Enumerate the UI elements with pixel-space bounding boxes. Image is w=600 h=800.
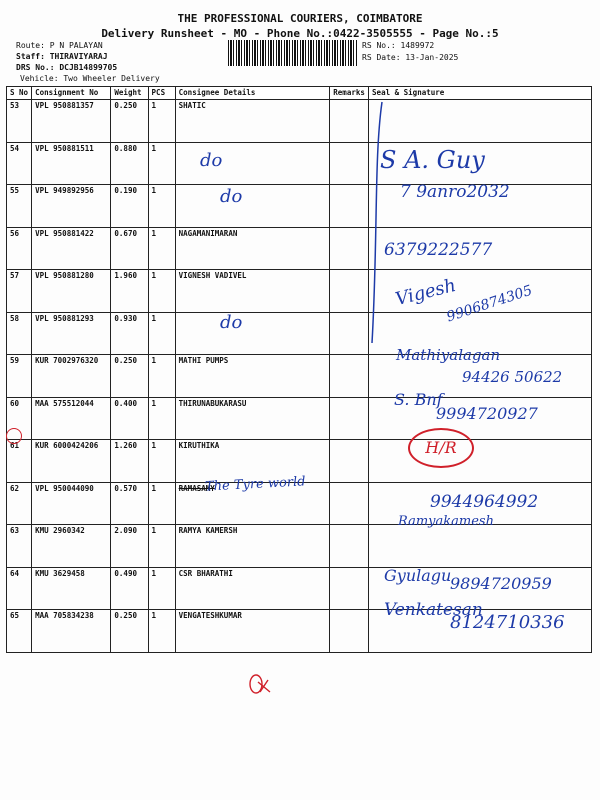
cell-sno: 62	[7, 482, 32, 525]
cell-consignment: MAA 705834238	[32, 610, 111, 653]
rs-number: RS No.: 1489972	[362, 41, 435, 50]
col-weight: Weight	[111, 87, 148, 100]
table-row	[7, 525, 592, 568]
red-stamp: H/R	[408, 428, 474, 468]
cell-pcs: 1	[148, 567, 175, 610]
cell-weight: 0.250	[111, 610, 148, 653]
cell-sno: 65	[7, 610, 32, 653]
table-row	[7, 312, 592, 355]
cell-pcs: 1	[148, 610, 175, 653]
cell-seal	[369, 525, 592, 568]
cell-pcs: 1	[148, 525, 175, 568]
cell-consignment: KUR 6000424206	[32, 440, 111, 483]
cell-consignment: VPL 950881357	[32, 100, 111, 143]
handwritten-phone: 8124710336	[450, 612, 565, 633]
cell-sno: 53	[7, 100, 32, 143]
cell-pcs: 1	[148, 440, 175, 483]
table-row	[7, 227, 592, 270]
cell-weight: 0.190	[111, 185, 148, 228]
cell-remarks	[330, 355, 369, 398]
table-row	[7, 142, 592, 185]
cell-remarks	[330, 142, 369, 185]
cell-consignee: VIGNESH VADIVEL	[175, 270, 330, 313]
bracket-stroke	[368, 98, 392, 348]
handwritten-phone: 94426 50622	[462, 368, 563, 386]
signature: Gyulagu	[384, 566, 452, 585]
cell-consignee	[175, 185, 330, 228]
cell-remarks	[330, 482, 369, 525]
cell-pcs: 1	[148, 397, 175, 440]
table-row	[7, 100, 592, 143]
cell-remarks	[330, 227, 369, 270]
cell-remarks	[330, 185, 369, 228]
cell-consignment: VPL 950881422	[32, 227, 111, 270]
red-circle-mark	[6, 428, 22, 444]
cell-weight: 1.960	[111, 270, 148, 313]
col-pcs: PCS	[148, 87, 175, 100]
col-consignee: Consignee Details	[175, 87, 330, 100]
drs-label: DRS No.: DCJB14899705	[16, 63, 118, 72]
cell-pcs: 1	[148, 355, 175, 398]
cell-consignment: KMU 3629458	[32, 567, 111, 610]
handwritten-phone: 9894720959	[450, 574, 552, 593]
cell-sno: 56	[7, 227, 32, 270]
runsheet-title: Delivery Runsheet - MO - Phone No.:0422-3505555 - Page No.:5	[101, 27, 499, 40]
signature: Vigesh	[393, 274, 459, 311]
red-scribble	[246, 672, 276, 696]
cell-sno: 55	[7, 185, 32, 228]
company-title: THE PROFESSIONAL COURIERS, COIMBATORE	[177, 12, 423, 25]
cell-consignment: KUR 7002976320	[32, 355, 111, 398]
cell-pcs: 1	[148, 185, 175, 228]
cell-sno: 58	[7, 312, 32, 355]
cell-pcs: 1	[148, 100, 175, 143]
cell-pcs: 1	[148, 482, 175, 525]
handwritten-phone: 9994720927	[436, 404, 538, 423]
cell-remarks	[330, 397, 369, 440]
col-sno: S No	[7, 87, 32, 100]
cell-sno: 59	[7, 355, 32, 398]
cell-consignee: CSR BHARATHI	[175, 567, 330, 610]
signature: Mathiyalagan	[396, 346, 501, 364]
col-seal: Seal & Signature	[369, 87, 592, 100]
cell-sno: 61	[7, 440, 32, 483]
handwritten-phone: 9944964992	[430, 492, 539, 512]
signature: S A. Guy	[380, 146, 485, 174]
cell-pcs: 1	[148, 142, 175, 185]
col-remarks: Remarks	[330, 87, 369, 100]
handwritten-phone: 6379222577	[384, 240, 493, 260]
cell-weight: 0.670	[111, 227, 148, 270]
rs-date: RS Date: 13-Jan-2025	[362, 53, 459, 62]
handwritten-note: The Tyre world	[204, 474, 306, 495]
cell-consignee: SHATIC	[175, 100, 330, 143]
cell-remarks	[330, 270, 369, 313]
cell-remarks	[330, 525, 369, 568]
cell-consignment: VPL 950881280	[32, 270, 111, 313]
cell-consignee	[175, 142, 330, 185]
cell-consignment: VPL 950881293	[32, 312, 111, 355]
cell-consignee: MATHI PUMPS	[175, 355, 330, 398]
ditto-mark: do	[200, 150, 223, 171]
cell-weight: 0.930	[111, 312, 148, 355]
cell-weight: 2.090	[111, 525, 148, 568]
cell-weight: 1.260	[111, 440, 148, 483]
cell-remarks	[330, 610, 369, 653]
cell-sno: 54	[7, 142, 32, 185]
cell-weight: 0.490	[111, 567, 148, 610]
cell-consignee	[175, 312, 330, 355]
cell-pcs: 1	[148, 270, 175, 313]
cell-consignee: RAMASAMY	[175, 482, 330, 525]
ditto-mark: do	[220, 186, 243, 207]
cell-pcs: 1	[148, 312, 175, 355]
cell-weight: 0.400	[111, 397, 148, 440]
cell-sno: 57	[7, 270, 32, 313]
table-header-row	[7, 87, 592, 100]
cell-remarks	[330, 100, 369, 143]
cell-remarks	[330, 440, 369, 483]
cell-consignee: THIRUNABUKARASU	[175, 397, 330, 440]
handwritten-phone: 9906874305	[444, 282, 535, 326]
cell-sno: 63	[7, 525, 32, 568]
signature: Venkatesan	[384, 600, 483, 620]
cell-consignment: VPL 950881511	[32, 142, 111, 185]
signature: S. Bnf	[394, 390, 443, 409]
vehicle-label: Vehicle: Two Wheeler Delivery	[20, 74, 160, 83]
cell-consignment: KMU 2960342	[32, 525, 111, 568]
cell-consignee: NAGAMANIMARAN	[175, 227, 330, 270]
cell-seal	[369, 440, 592, 483]
cell-remarks	[330, 312, 369, 355]
staff-label: Staff: THIRAVIYARAJ	[16, 52, 108, 61]
cell-weight: 0.250	[111, 355, 148, 398]
cell-consignee: VENGATESHKUMAR	[175, 610, 330, 653]
cell-consignment: VPL 950044090	[32, 482, 111, 525]
cell-seal	[369, 100, 592, 143]
cell-sno: 64	[7, 567, 32, 610]
col-consignment: Consignment No	[32, 87, 111, 100]
cell-remarks	[330, 567, 369, 610]
route-label: Route: P N PALAYAN	[16, 41, 103, 50]
cell-sno: 60	[7, 397, 32, 440]
cell-weight: 0.880	[111, 142, 148, 185]
signature: Ramyakamesh	[398, 514, 494, 529]
barcode	[228, 40, 358, 66]
cell-consignment: MAA 575512044	[32, 397, 111, 440]
ditto-mark: do	[220, 312, 243, 333]
handwritten-phone: 7 9anro2032	[400, 182, 510, 202]
cell-consignee: RAMYA KAMERSH	[175, 525, 330, 568]
cell-consignment: VPL 949892956	[32, 185, 111, 228]
cell-weight: 0.570	[111, 482, 148, 525]
cell-pcs: 1	[148, 227, 175, 270]
cell-consignee: KIRUTHIKA	[175, 440, 330, 483]
cell-weight: 0.250	[111, 100, 148, 143]
